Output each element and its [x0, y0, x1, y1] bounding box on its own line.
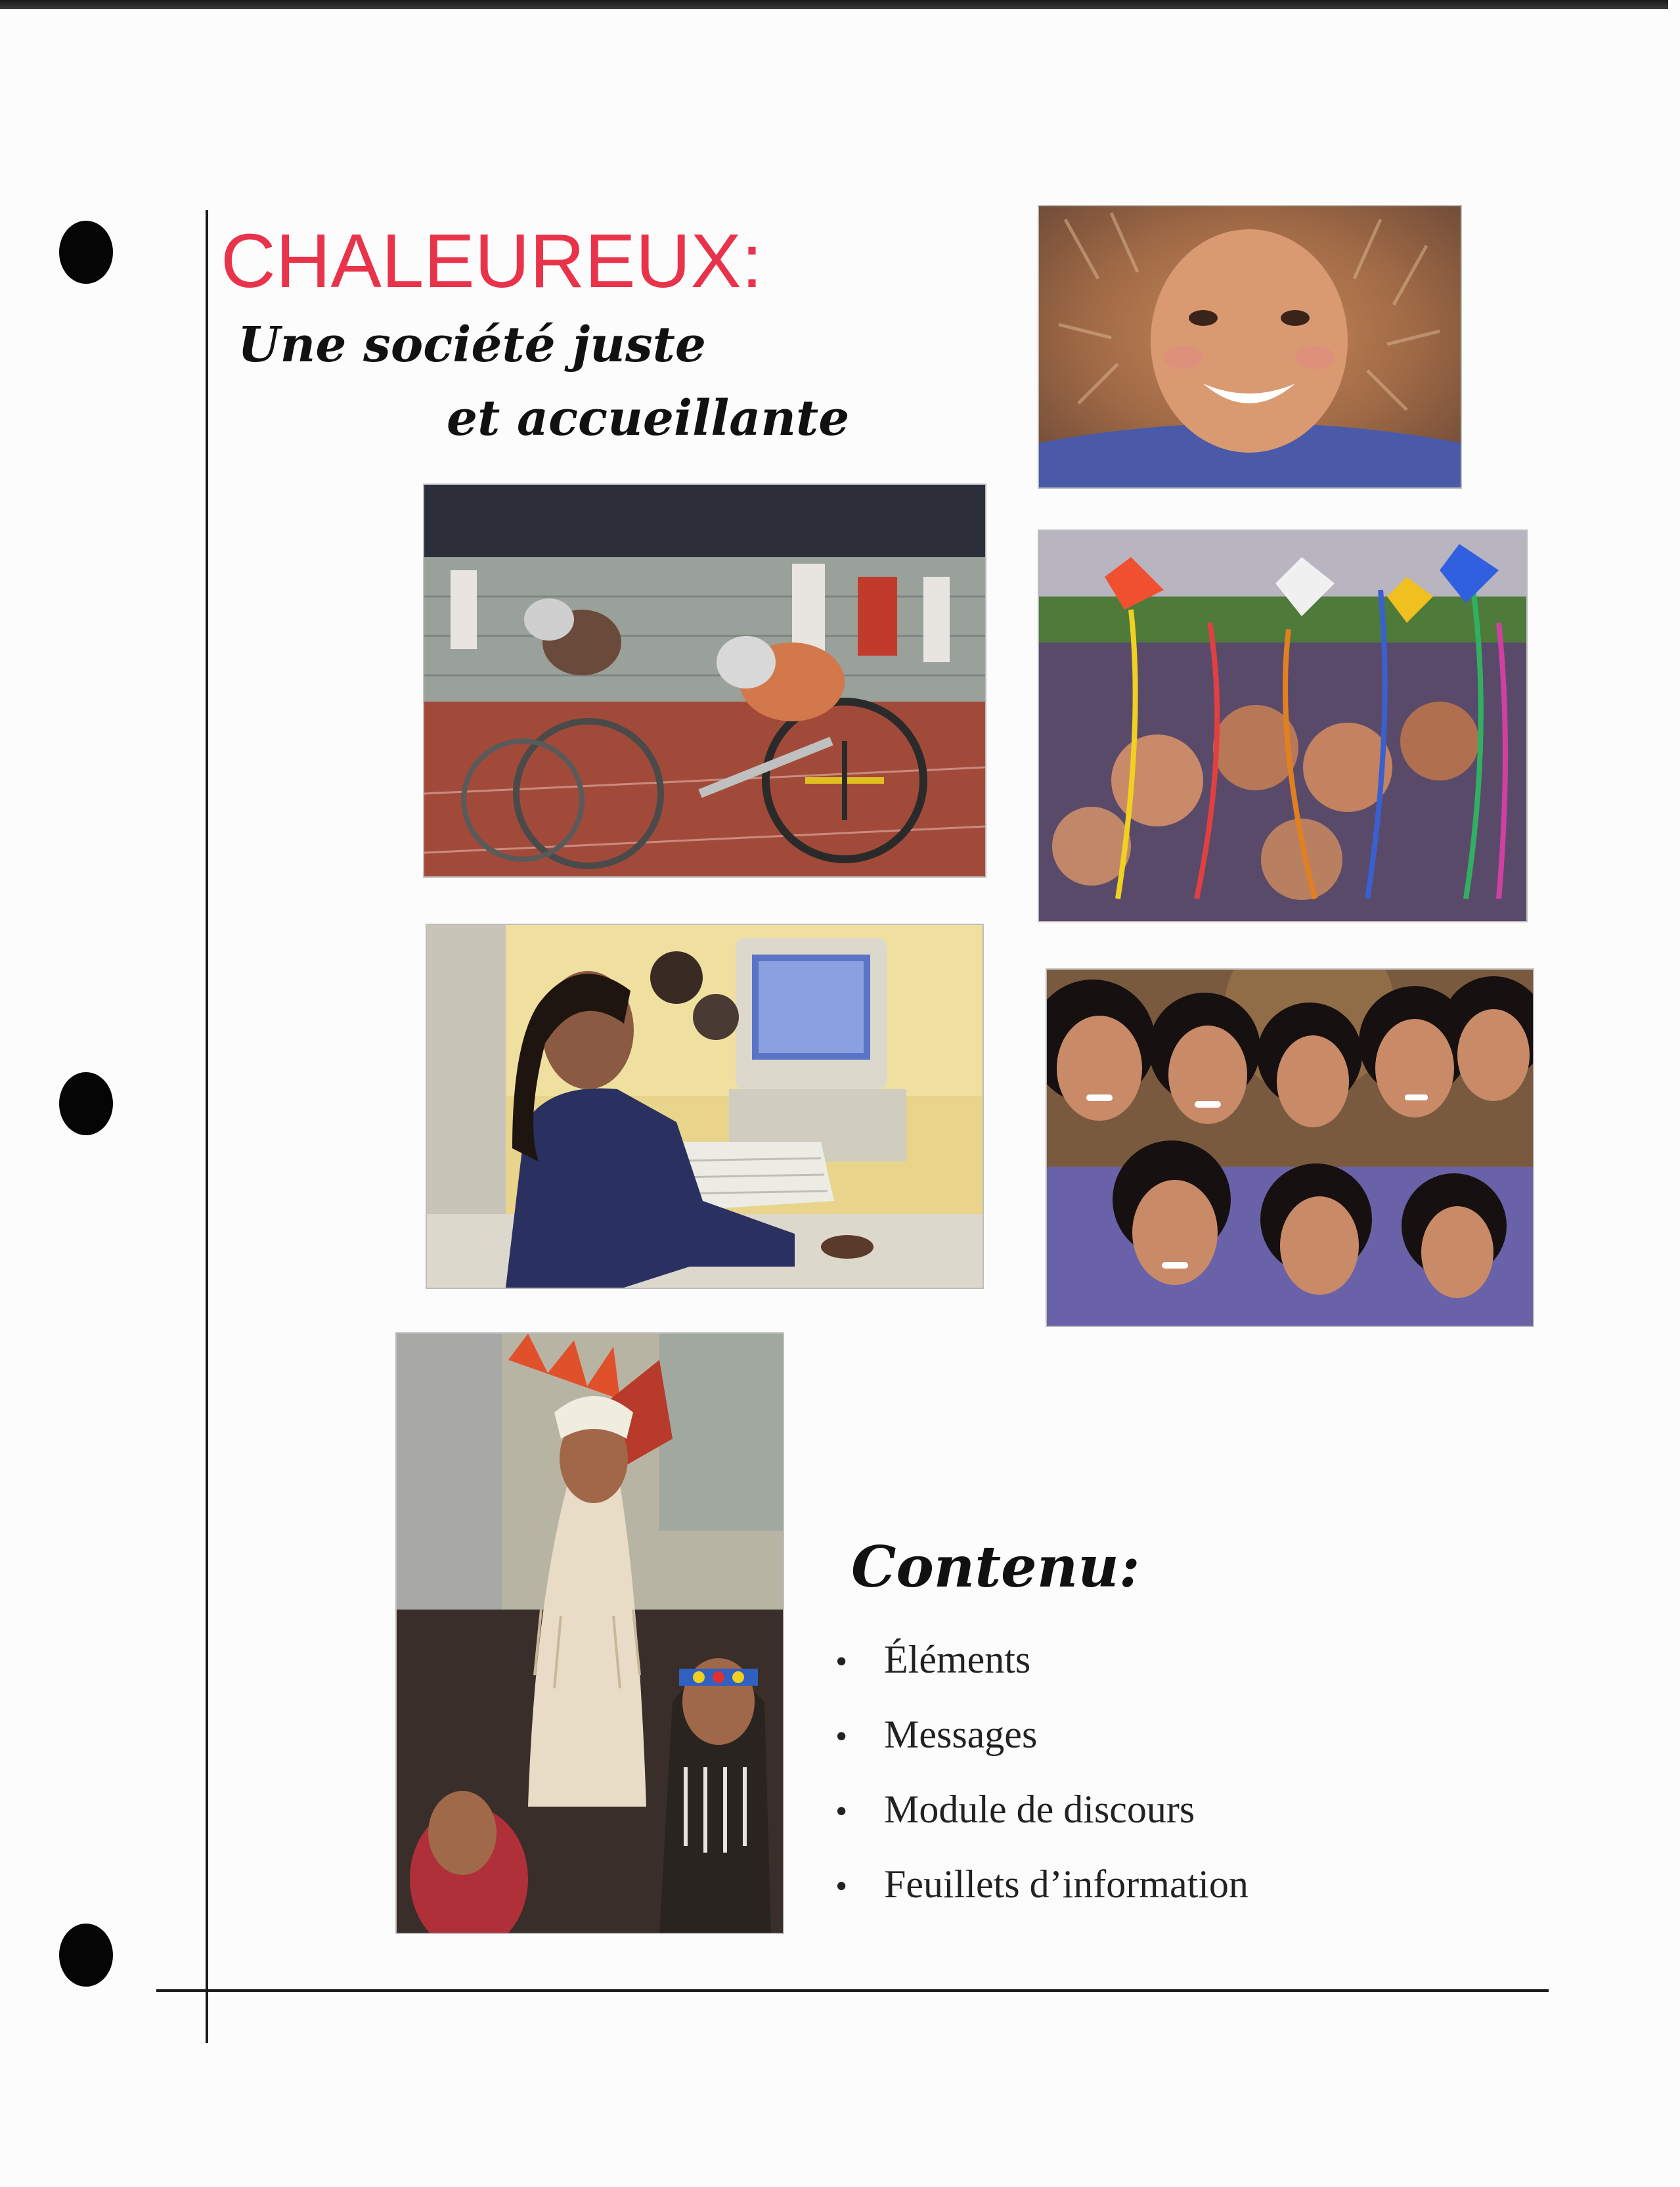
contents-list: [835, 1633, 1249, 1933]
bullet: •: [835, 1718, 848, 1755]
page-title: CHALEUREUX:: [221, 218, 763, 304]
binder-hole-top: [59, 221, 113, 284]
photo-children-with-pinwheels: [1039, 531, 1526, 921]
top-edge-rule: [0, 0, 1668, 9]
photo-powwow-dancers: [397, 1334, 783, 1933]
bottom-horizontal-rule: [156, 1989, 1549, 1992]
list-item-label: Messages: [884, 1713, 1038, 1756]
bullet: •: [835, 1793, 848, 1830]
bullet: •: [835, 1643, 848, 1680]
list-item: [835, 1858, 1249, 1933]
list-item: [835, 1633, 1249, 1708]
photo-girl-at-computer: [427, 925, 983, 1288]
list-item-label: Module de discours: [884, 1788, 1195, 1831]
list-item-label: Feuillets d’information: [884, 1862, 1249, 1906]
photo-child-in-fur-hood: [1039, 206, 1461, 487]
list-item: [835, 1708, 1249, 1783]
list-item: [835, 1783, 1249, 1858]
binder-hole-bottom: [59, 1924, 113, 1987]
list-item-label: Éléments: [884, 1638, 1031, 1681]
photo-wheelchair-race: [424, 485, 985, 876]
contents-heading: Contenu:: [851, 1534, 1140, 1600]
bullet: •: [835, 1868, 848, 1905]
binder-hole-middle: [59, 1072, 113, 1135]
vertical-margin-rule: [206, 210, 208, 2043]
subtitle-line-2: et accueillante: [447, 390, 850, 447]
subtitle-line-1: Une société juste: [238, 317, 706, 373]
photo-group-of-children: [1047, 970, 1533, 1326]
